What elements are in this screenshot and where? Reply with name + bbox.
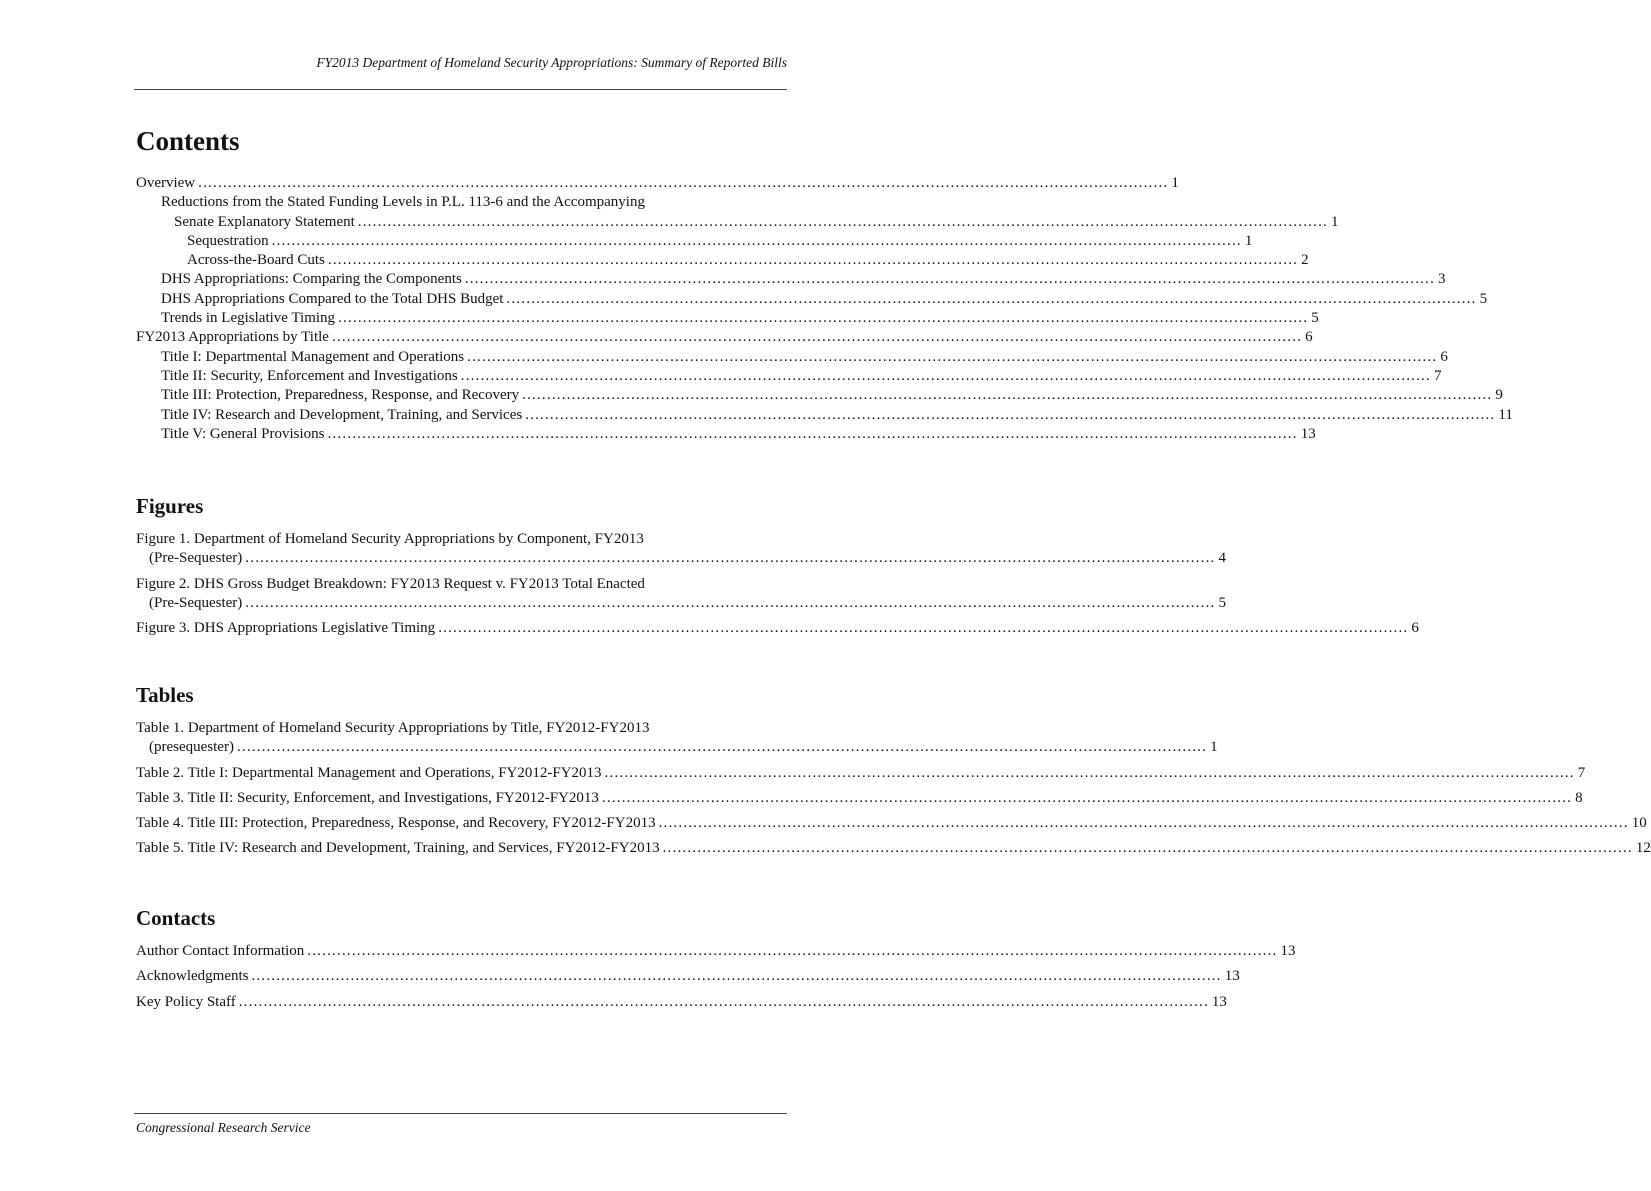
toc-entry-label: DHS Appropriations Compared to the Total DHS Budget [161,290,505,309]
contacts-section [134,904,1296,1012]
leader-dots: .................................................................................................................................................................................................... [460,367,1431,384]
toc-entry-label: Across-the-Board Cuts [187,251,327,270]
toc-entry-title-i[interactable] [134,348,1448,367]
toc-entry-label: Table 5. Title IV: Research and Development, Training, and Services, FY2012-FY2013 [136,839,662,858]
toc-entry-page: 3 [1438,271,1446,288]
toc-entry-appropriations-by-title[interactable] [134,328,1313,347]
leader-dots: .................................................................................................................................................................................................... [327,252,1299,269]
running-footer: Congressional Research Service [136,1120,311,1135]
toc-entry-page: 5 [1311,310,1319,327]
toc-entry-reductions[interactable] [134,193,1339,232]
leader-dots: .................................................................................................................................................................................................... [357,213,1328,230]
toc-entry-title-iii[interactable] [134,386,1503,405]
toc-entry-page: 1 [1171,175,1179,191]
toc-entry-acknowledgments[interactable] [134,967,1240,986]
toc-entry-table-2[interactable] [134,764,1586,783]
leader-dots: .................................................................................................................................................................................................... [327,425,1298,442]
toc-entry-label: DHS Appropriations: Comparing the Components [161,270,464,289]
toc-entry-label: Acknowledgments [136,967,250,986]
toc-entry-page: 13 [1224,968,1240,985]
toc-entry-label: Sequestration [187,232,271,251]
toc-entry-label: Title III: Protection, Preparedness, Response, and Recovery [161,386,521,405]
toc-entry-page: 1 [1244,232,1253,249]
toc-entry-label-line1: Table 1. Department of Homeland Security Appropriations by Title, FY2012-FY2013 [136,720,650,736]
leader-dots: .................................................................................................................................................................................................... [331,329,1303,346]
toc-entry-title-v[interactable] [134,425,1316,444]
leader-dots: .................................................................................................................................................................................................... [522,387,1493,404]
contents-heading: Contents [136,126,240,156]
leader-dots: .................................................................................................................................................................................................... [198,175,1169,191]
leader-dots: .................................................................................................................................................................................................... [506,290,1477,307]
toc-entry-label-line1: Reductions from the Stated Funding Levels in P.L. 113-6 and the Accompanying [161,194,645,211]
toc-entry-label: Overview [136,174,197,193]
toc-entry-legislative-timing[interactable] [134,309,1319,328]
leader-dots: .................................................................................................................................................................................................... [251,968,1222,985]
toc-entry-page: 6 [1411,620,1419,637]
toc-entry-page: 4 [1218,550,1226,567]
leader-dots: .................................................................................................................................................................................................... [338,310,1309,327]
leader-dots: .................................................................................................................................................................................................... [662,840,1633,857]
toc-entry-label: Table 3. Title II: Security, Enforcement, and Investigations, FY2012-FY2013 [136,789,601,808]
toc-entry-page: 5 [1479,290,1488,307]
leader-dots: .................................................................................................................................................................................................... [307,943,1278,959]
toc-entry-label: Author Contact Information [136,942,306,961]
leader-dots: .................................................................................................................................................................................................... [464,271,1436,288]
toc-entry-page: 13 [1211,993,1227,1010]
toc-entry-label: Title II: Security, Enforcement and Investigations [161,367,460,386]
leader-dots: .................................................................................................................................................................................................... [604,764,1575,781]
tables-section [134,681,1651,859]
toc-entry-title-iv[interactable] [134,406,1513,425]
toc-entry-label: Trends in Legislative Timing [161,309,337,328]
toc-entry-label-line2: (Pre-Sequester) [149,594,244,613]
running-header: FY2013 Department of Homeland Security Appropriations: Summary of Reported Bills [316,55,787,70]
toc-entry-table-5[interactable] [134,839,1651,858]
toc-entry-comparing-components[interactable] [134,270,1446,289]
toc-entry-page: 7 [1577,764,1586,781]
leader-dots: .................................................................................................................................................................................................... [245,594,1216,611]
toc-entry-label-line2: (Pre-Sequester) [149,549,244,568]
toc-entry-label: Table 4. Title III: Protection, Preparedness, Response, and Recovery, FY2012-FY2013 [136,814,658,833]
toc-entry-label: Table 2. Title I: Departmental Management and Operations, FY2012-FY2013 [136,764,604,783]
leader-dots: .................................................................................................................................................................................................... [236,739,1208,756]
toc-entry-label-line1: Figure 1. Department of Homeland Security Appropriations by Component, FY2013 [136,531,644,547]
toc-entry-page: 6 [1305,329,1313,346]
toc-entry-label: Title V: General Provisions [161,425,326,444]
figures-section [134,492,1419,638]
leader-dots: .................................................................................................................................................................................................... [238,993,1209,1010]
leader-dots: .................................................................................................................................................................................................... [271,232,1242,249]
toc-entry-figure-2[interactable] [134,575,1226,614]
toc-entry-label: Title I: Departmental Management and Operations [161,348,466,367]
toc-entry-label: FY2013 Appropriations by Title [136,328,331,347]
leader-dots: .................................................................................................................................................................................................... [245,550,1216,567]
header-rule [134,89,787,90]
toc-entry-across-the-board-cuts[interactable] [134,251,1309,270]
toc-entry-label-line2: (presequester) [149,738,236,757]
toc-entry-page: 10 [1631,815,1647,832]
toc-entry-page: 12 [1635,840,1651,857]
toc-entry-table-4[interactable] [134,814,1647,833]
toc-entry-author-contact[interactable] [134,942,1296,961]
toc-entry-page: 11 [1498,406,1513,423]
toc-entry-total-dhs-budget[interactable] [134,290,1488,309]
toc-entry-page: 5 [1218,594,1226,611]
toc-entry-overview[interactable] [134,174,1179,193]
toc-entry-table-1[interactable] [134,719,1218,758]
toc-entry-page: 1 [1330,213,1339,230]
toc-entry-sequestration[interactable] [134,232,1253,251]
leader-dots: .................................................................................................................................................................................................... [438,620,1409,637]
leader-dots: .................................................................................................................................................................................................... [601,789,1573,806]
leader-dots: .................................................................................................................................................................................................... [467,348,1438,365]
toc-entry-page: 8 [1575,789,1583,806]
toc-entry-table-3[interactable] [134,789,1583,808]
leader-dots: .................................................................................................................................................................................................... [525,406,1496,423]
toc-entry-label-line2: Senate Explanatory Statement [174,213,357,232]
toc-entry-page: 7 [1433,367,1442,384]
toc-entry-title-ii[interactable] [134,367,1442,386]
toc-entry-page: 9 [1495,387,1503,404]
toc-entry-page: 2 [1301,252,1309,269]
toc-entry-page: 6 [1440,348,1448,365]
toc-entry-page: 1 [1210,739,1218,756]
toc-entry-figure-1[interactable] [134,530,1226,569]
figures-heading: Figures [136,494,204,518]
toc-entry-label-line1: Figure 2. DHS Gross Budget Breakdown: FY2013 Request v. FY2013 Total Enacted [136,575,645,592]
footer-rule [134,1113,787,1114]
toc-entry-label: Figure 3. DHS Appropriations Legislative Timing [136,619,437,638]
toc-entry-label: Key Policy Staff [136,993,238,1012]
toc-entry-figure-3[interactable] [134,619,1419,638]
toc-entry-page: 13 [1280,943,1296,959]
toc-entry-page: 13 [1300,425,1316,442]
contacts-heading: Contacts [136,906,216,930]
contents-section [134,123,1513,444]
toc-entry-key-policy-staff[interactable] [134,993,1227,1012]
leader-dots: .................................................................................................................................................................................................... [658,815,1629,832]
toc-entry-label: Title IV: Research and Development, Training, and Services [161,406,524,425]
tables-heading: Tables [136,683,194,707]
